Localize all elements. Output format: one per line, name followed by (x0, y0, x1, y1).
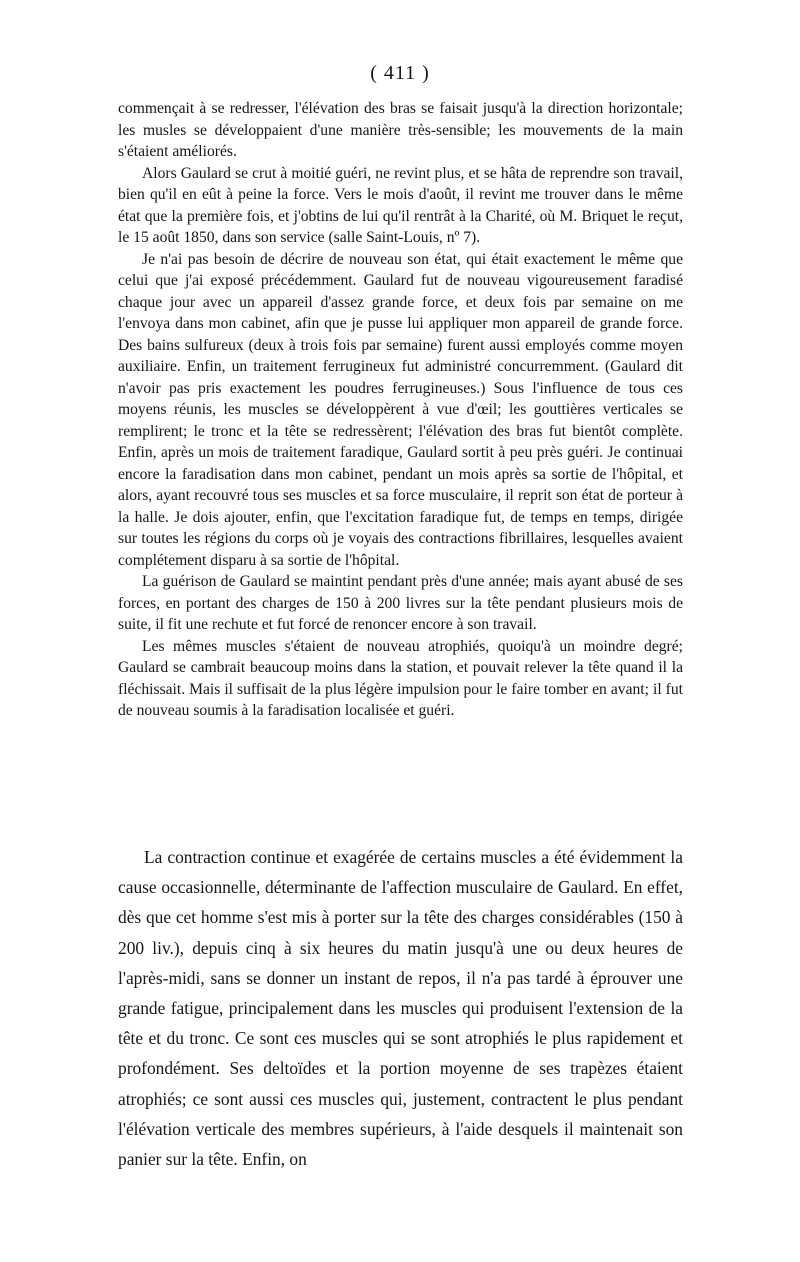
paragraph-second-cure: Les mêmes muscles s'étaient de nouveau atrophiés, quoiqu'à un moindre degré; Gaulard se cambrait beaucoup moins dans la station, et pouvait relever la tête quand il la fléchissait. Mais il suffisait de la plus légère impulsion pour le faire tomber en avant; il fut de nouveau soumis à la faradisation localisée et guéri. (118, 637, 683, 719)
paragraph-treatment: Je n'ai pas besoin de décrire de nouveau son état, qui était exactement le même que celui que j'ai exposé précédemment. Gaulard fut de nouveau vigoureusement faradisé chaque jour avec un appareil d'assez grande force, et deux fois par semaine on me l'envoya dans mon cabinet, afin que je pusse lui appliquer mon appareil de grande force. Des bains sulfureux (deux à trois fois par semaine) furent aussi employés comme moyen auxiliaire. Enfin, un traitement ferrugineux fut administré concurremment. (Gaulard dit n'avoir pas pris exactement les poudres ferrugineuses.) Sous l'influence de tous ces moyens réunis, les muscles se développèrent à vue d'œil; les gouttières verticales se remplirent; le tronc et la tête se redressèrent; l'élévation des bras fut bientôt complète. Enfin, après un mois de traitement faradique, Gaulard sortit à peu près guéri. Je continuai encore la faradisation dans mon cabinet, pendant un mois après sa sortie de l'hôpital, et alors, ayant recouvré tous ses muscles et sa force musculaire, il reprit son état de porteur à la halle. Je dois ajouter, enfin, que l'excitation faradique fut, de temps en temps, dirigée sur toutes les régions du corps où je voyais des contractions fibrillaires, lesquelles avaient complétement disparu à sa sortie de l'hôpital. (118, 250, 683, 569)
paragraph-gaulard-return: Alors Gaulard se crut à moitié guéri, ne revint plus, et se hâta de reprendre son travail, bien qu'il en eût à peine la force. Vers le mois d'août, il revint me trouver dans le même état que la première fois, et j'obtins de lui qu'il rentrât à la Charité, où M. Briquet le reçut, le 15 août 1850, dans son service (salle Saint-Louis, nº 7). (118, 164, 683, 246)
paragraph-analysis: La contraction continue et exagérée de certains muscles a été évidemment la cause occasionnelle, déterminante de l'affection musculaire de Gaulard. En effet, dès que cet homme s'est mis à porter sur la tête des charges considérables (150 à 200 liv.), depuis cinq à six heures du matin jusqu'à une ou deux heures de l'après-midi, sans se donner un instant de repos, il n'a pas tardé à éprouver une grande fatigue, principalement dans les muscles qui produisent l'extension de la tête et du tronc. Ce sont ces muscles qui se sont atrophiés le plus rapidement et profondément. Ses deltoïdes et la portion moyenne de ses trapèzes étaient atrophiés; ce sont aussi ces muscles qui, justement, contractent le plus pendant l'élévation verticale des membres supérieurs, à l'aide desquels il maintenait son panier sur la tête. Enfin, on (118, 847, 683, 1170)
paragraph-continuation: commençait à se redresser, l'élévation des bras se faisait jusqu'à la direction horizontale; les musles se développaient d'une manière très-sensible; les mouvements de la main s'étaient améliorés. (118, 100, 683, 160)
small-text-block (118, 98, 683, 722)
paragraph-relapse: La guérison de Gaulard se maintint pendant près d'une année; mais ayant abusé de ses forces, en portant des charges de 150 à 200 livres sur la tête pendant plusieurs mois de suite, il fit une rechute et fut forcé de renoncer encore à son travail. (118, 573, 683, 633)
large-text-block (118, 842, 683, 1174)
page-number: ( 411 ) (370, 62, 430, 84)
